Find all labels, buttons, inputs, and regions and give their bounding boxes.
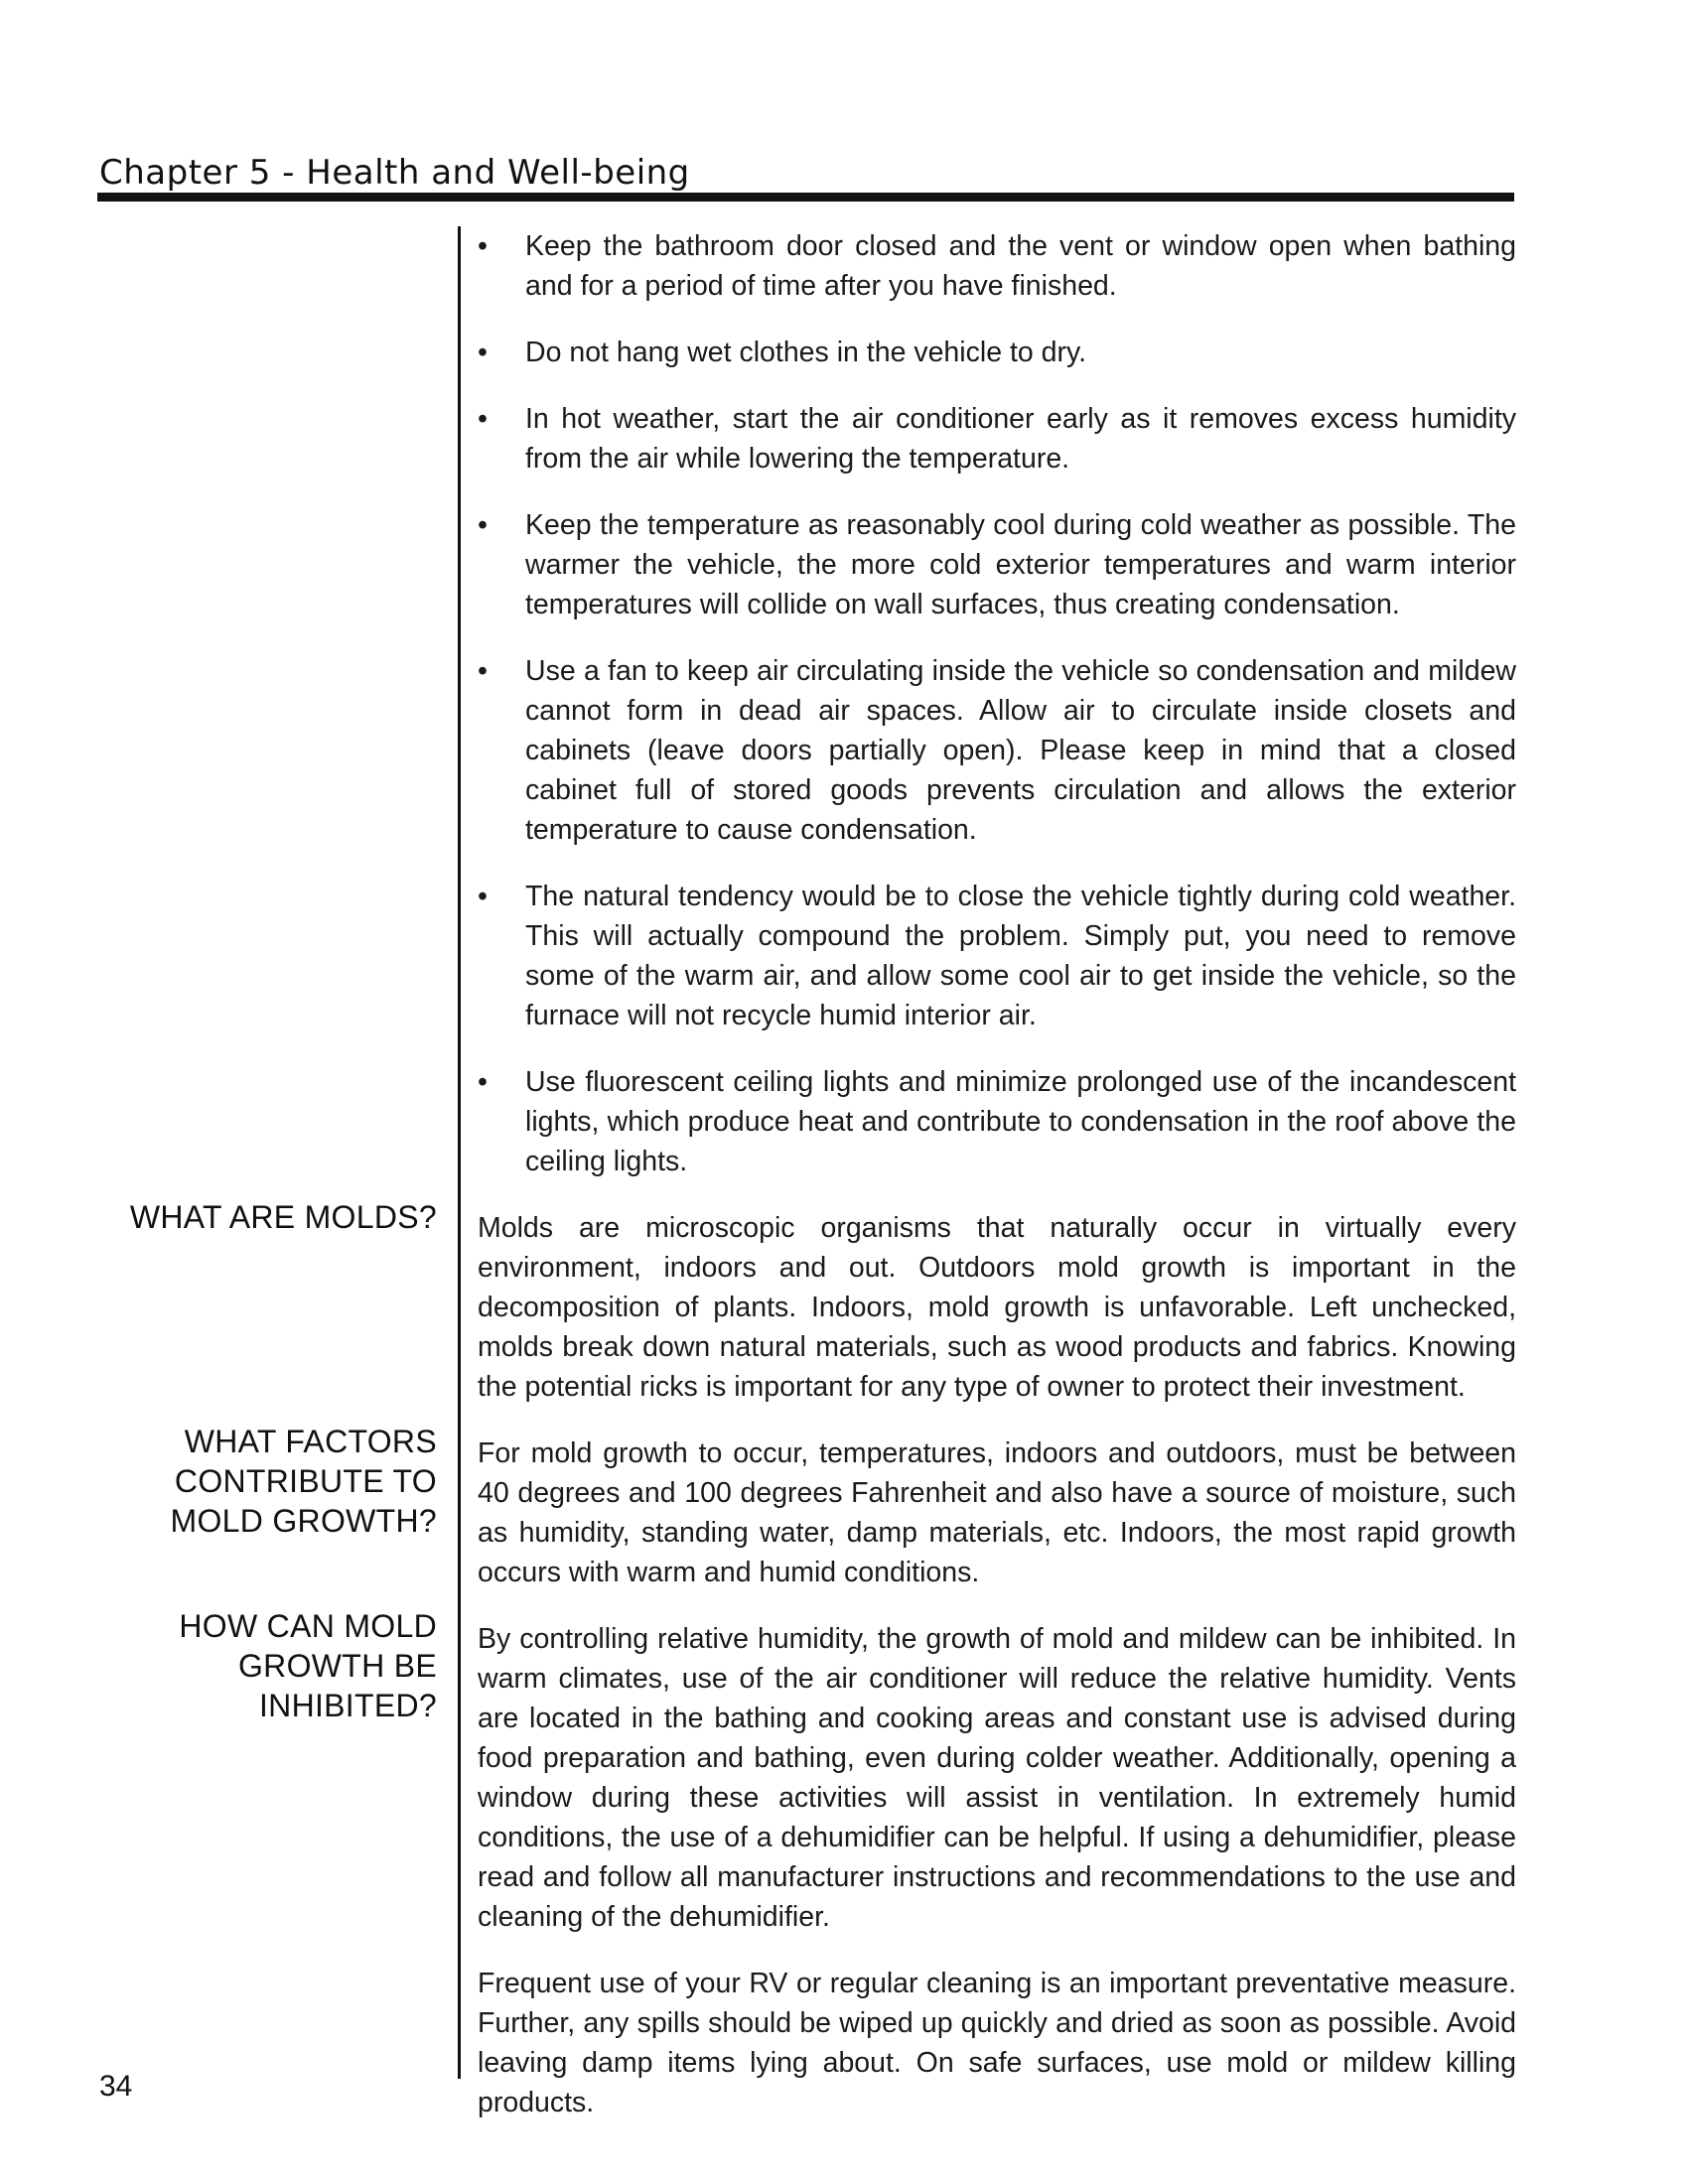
- side-heading-line: MOLD GROWTH?: [170, 1503, 437, 1539]
- list-item: [478, 333, 1516, 372]
- header-rule: [97, 193, 1514, 202]
- side-heading-molds: [99, 1197, 437, 1237]
- bullet-icon: •: [478, 337, 488, 368]
- list-item: [478, 505, 1516, 624]
- side-heading-line: WHAT FACTORS: [184, 1424, 437, 1459]
- side-heading-line: CONTRIBUTE TO: [174, 1463, 437, 1499]
- list-item-text: Use a fan to keep air circulating inside the vehicle so condensation and mildew cannot form in dead air spaces. Allow air to circulate inside closets and cabinets (leave doors partially open). Please keep in mind that a closed cabinet full of stored goods prevents circulation and allows the exterior temperature to cause condensation.: [525, 655, 1516, 846]
- paragraph-prevention: Frequent use of your RV or regular cleaning is an important preventative measure. Further, any spills should be wiped up quickly and dried as soon as possible. Avoid leaving damp items lying about. On safe surfaces, use mold or mildew killing products.: [478, 1968, 1516, 2118]
- bullet-icon: •: [478, 881, 488, 912]
- list-item-text: Use fluorescent ceiling lights and minimize prolonged use of the incandescent lights, which produce heat and contribute to condensation in the roof above the ceiling lights.: [525, 1066, 1516, 1177]
- bullet-icon: •: [478, 655, 488, 687]
- list-item: [478, 1062, 1516, 1181]
- list-item: [478, 399, 1516, 478]
- bullet-icon: •: [478, 1066, 488, 1098]
- column-divider: [458, 226, 461, 2079]
- paragraph-factors: For mold growth to occur, temperatures, indoors and outdoors, must be between 40 degrees and 100 degrees Fahrenheit and also have a source of moisture, such as humidity, standing water, damp materials, etc. Indoors, the most rapid growth occurs with warm and humid conditions.: [478, 1437, 1516, 1588]
- list-item-text: Do not hang wet clothes in the vehicle to dry.: [525, 337, 1087, 368]
- bullet-list: [478, 226, 1516, 1181]
- bullet-icon: •: [478, 403, 488, 435]
- side-heading-line: HOW CAN MOLD: [179, 1608, 437, 1644]
- side-heading-factors: [99, 1422, 437, 1541]
- paragraph-inhibit: By controlling relative humidity, the growth of mold and mildew can be inhibited. In warm climates, use of the air conditioner will reduce the relative humidity. Vents are located in the bathing and cooking areas and constant use is advised during food preparation and bathing, even during colder weather. Additionally, opening a window during these activities will assist in ventilation. In extremely humid conditions, the use of a dehumidifier can be helpful. If using a dehumidifier, please read and follow all manufacturer instructions and recommendations to the use and cleaning of the dehumidifier.: [478, 1623, 1516, 1933]
- list-item: [478, 651, 1516, 850]
- chapter-title: Chapter 5 - Health and Well-being: [99, 153, 690, 193]
- side-heading-line: GROWTH BE: [237, 1648, 437, 1684]
- list-item: [478, 877, 1516, 1035]
- list-item-text: In hot weather, start the air conditioner early as it removes excess humidity from the air while lowering the temperature.: [525, 403, 1516, 475]
- bullet-icon: •: [478, 509, 488, 541]
- main-content: [478, 226, 1516, 2149]
- side-heading-inhibit: [99, 1606, 437, 1725]
- side-heading-line: WHAT ARE MOLDS?: [129, 1199, 437, 1235]
- side-heading-line: INHIBITED?: [258, 1688, 437, 1723]
- bullet-icon: •: [478, 230, 488, 262]
- paragraph-molds: Molds are microscopic organisms that naturally occur in virtually every environment, indoors and out. Outdoors mold growth is important in the decomposition of plants. Indoors, mold growth is unfavorable. Left unchecked, molds break down natural materials, such as wood products and fabrics. Knowing the potential ricks is important for any type of owner to protect their investment.: [478, 1212, 1516, 1403]
- page-number: 34: [99, 2070, 133, 2103]
- list-item-text: Keep the temperature as reasonably cool during cold weather as possible. The warmer the vehicle, the more cold exterior temperatures and warm interior temperatures will collide on wall surfaces, thus creating condensation.: [525, 509, 1516, 620]
- list-item-text: The natural tendency would be to close the vehicle tightly during cold weather. This will actually compound the problem. Simply put, you need to remove some of the warm air, and allow some cool air to get inside the vehicle, so the furnace will not recycle humid interior air.: [525, 881, 1516, 1031]
- list-item-text: Keep the bathroom door closed and the vent or window open when bathing and for a period of time after you have finished.: [525, 230, 1516, 302]
- list-item: [478, 226, 1516, 306]
